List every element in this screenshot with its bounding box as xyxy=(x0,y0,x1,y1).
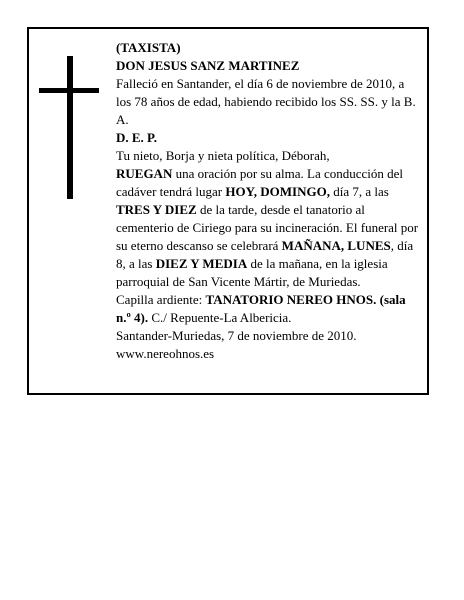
chapel: Capilla ardiente: TANATORIO NEREO HNOS. (sala n.º 4). C./ Repuente-La Albericia. xyxy=(116,292,406,325)
ruegan: RUEGAN xyxy=(116,166,173,181)
family: Tu nieto, Borja y nieta política, Déborah, xyxy=(116,148,330,163)
funeral-time: DIEZ Y MEDIA xyxy=(155,256,248,271)
dep: D. E. P. xyxy=(116,130,158,145)
obituary-text xyxy=(116,39,422,363)
cross-icon xyxy=(39,56,99,199)
burial-day: HOY, DOMINGO, xyxy=(225,184,330,199)
profession: (TAXISTA) xyxy=(116,40,181,55)
funeral-day: MAÑANA, LUNES xyxy=(281,238,391,253)
cross-vertical-bar xyxy=(67,56,73,199)
deceased-name: DON JESUS SANZ MARTINEZ xyxy=(116,58,300,73)
obituary-notice xyxy=(27,27,429,395)
burial-time: TRES Y DIEZ xyxy=(116,202,197,217)
ceremony-details: RUEGAN una oración por su alma. La conducción del cadáver tendrá lugar HOY, DOMINGO, día 7, a las TRES Y DIEZ de la tarde, desde el tanatorio al cementerio de Ciriego para su incineración. El funeral por su eterno descanso se celebrará MAÑANA, LUNES, día 8, a las DIEZ Y MEDIA de la mañana, en la iglesia parroquial de San Vicente Mártir, de Muriedas. xyxy=(116,166,419,289)
place-date: Santander-Muriedas, 7 de noviembre de 2010. xyxy=(116,328,357,343)
death-notice: Falleció en Santander, el día 6 de noviembre de 2010, a los 78 años de edad, habiendo recibido los SS. SS. y la B. A. xyxy=(116,76,416,127)
cross-horizontal-bar xyxy=(39,88,99,93)
chapel-name: TANATORIO NEREO HNOS. (sala n.º 4). xyxy=(116,292,406,325)
website: www.nereohnos.es xyxy=(116,346,215,361)
